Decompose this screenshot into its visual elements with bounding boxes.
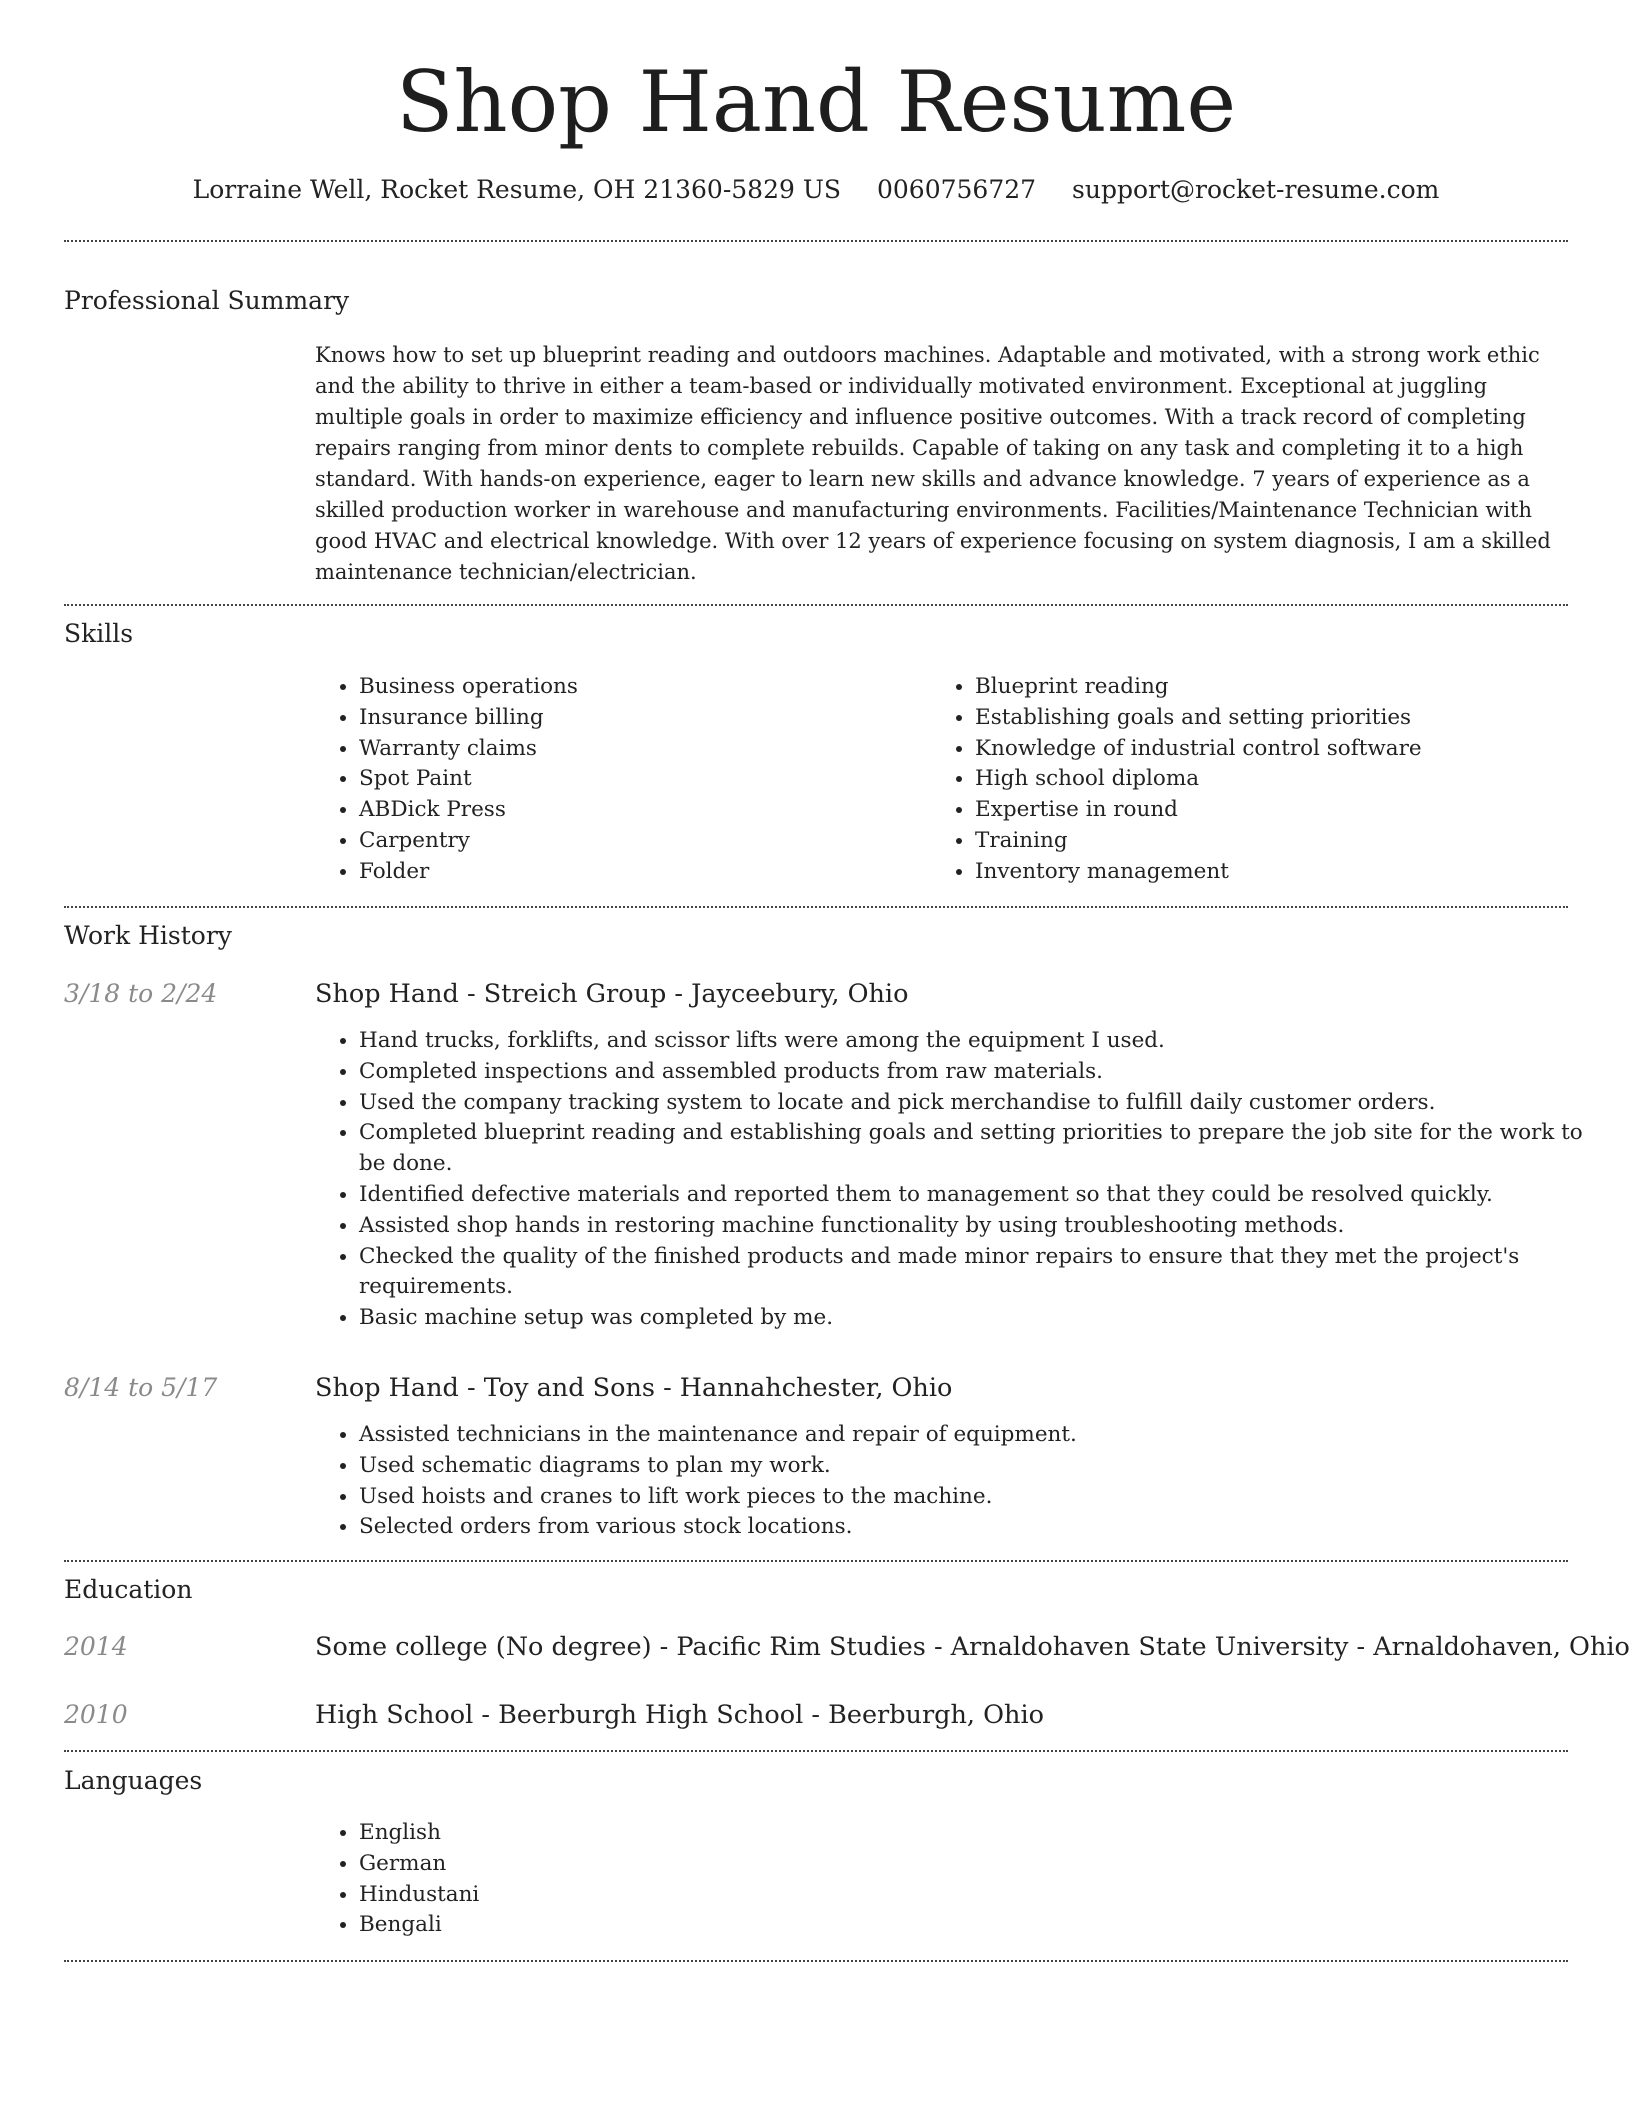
skills-list-left: [315, 672, 919, 888]
skill-item: • High school diploma: [975, 764, 1575, 795]
section-title-skills: Skills: [64, 619, 134, 648]
job-bullet: • Used hoists and cranes to lift work pieces to the machine.: [359, 1482, 1609, 1513]
skills-list-right: [931, 672, 1575, 888]
language-item: • Hindustani: [359, 1880, 959, 1911]
section-title-languages: Languages: [64, 1766, 203, 1795]
education-entry: High School - Beerburgh High School - Beerburgh, Ohio: [315, 1700, 1044, 1730]
job-bullets: [315, 1026, 1609, 1334]
language-item: • Bengali: [359, 1910, 959, 1941]
education-year: 2010: [64, 1700, 128, 1729]
skill-item: • Expertise in round: [975, 795, 1575, 826]
section-title-education: Education: [64, 1575, 193, 1604]
job-bullet: • Completed inspections and assembled products from raw materials.: [359, 1057, 1609, 1088]
job-bullet: • Used schematic diagrams to plan my work.: [359, 1451, 1609, 1482]
skill-item: • Blueprint reading: [975, 672, 1575, 703]
skill-item: • Carpentry: [359, 826, 919, 857]
job-title: Shop Hand - Streich Group - Jayceebury, Ohio: [315, 979, 909, 1009]
skill-item: • Folder: [359, 857, 919, 888]
job-dates: 8/14 to 5/17: [64, 1373, 218, 1402]
divider: [64, 906, 1568, 908]
section-title-work: Work History: [64, 921, 232, 950]
job-bullet: • Selected orders from various stock locations.: [359, 1512, 1609, 1543]
contact-phone: 0060756727: [877, 175, 1037, 204]
divider: [64, 240, 1568, 242]
contact-email: support@rocket-resume.com: [1072, 175, 1440, 204]
contact-line: [0, 170, 1632, 210]
job-bullet: • Checked the quality of the finished products and made minor repairs to ensure that they met the project's requirements.: [359, 1242, 1609, 1304]
language-item: • German: [359, 1849, 959, 1880]
job-title: Shop Hand - Toy and Sons - Hannahchester, Ohio: [315, 1373, 953, 1403]
job-dates: 3/18 to 2/24: [64, 979, 218, 1008]
job-bullet: • Assisted technicians in the maintenance and repair of equipment.: [359, 1420, 1609, 1451]
divider: [64, 1560, 1568, 1562]
divider: [64, 604, 1568, 606]
contact-address: Lorraine Well, Rocket Resume, OH 21360-5829 US: [192, 175, 842, 204]
skill-item: • Establishing goals and setting priorities: [975, 703, 1575, 734]
education-year: 2014: [64, 1632, 128, 1661]
language-item: • English: [359, 1818, 959, 1849]
skill-item: • Warranty claims: [359, 734, 919, 765]
divider: [64, 1750, 1568, 1752]
job-bullet: • Hand trucks, forklifts, and scissor lifts were among the equipment I used.: [359, 1026, 1609, 1057]
education-entry: Some college (No degree) - Pacific Rim Studies - Arnaldohaven State University - Arnaldohaven, Ohio: [315, 1632, 1630, 1662]
skill-item: • Spot Paint: [359, 764, 919, 795]
job-bullets: [315, 1420, 1609, 1543]
summary-text: Knows how to set up blueprint reading and outdoors machines. Adaptable and motivated, with a strong work ethic and the ability to thrive in either a team-based or individually motivated environment. Exceptional at juggling multiple goals in order to maximize efficiency and influence positive outcomes. With a track record of completing repairs ranging from minor dents to complete rebuilds. Capable of taking on any task and completing it to a high standard. With hands-on experience, eager to learn new skills and advance knowledge. 7 years of experience as a skilled production worker in warehouse and manufacturing environments. Facilities/Maintenance Technician with good HVAC and electrical knowledge. With over 12 years of experience focusing on system diagnosis, I am a skilled maintenance technician/electrician.: [315, 343, 1551, 584]
job-bullet: • Basic machine setup was completed by me.: [359, 1303, 1609, 1334]
job-bullet: • Identified defective materials and reported them to management so that they could be resolved quickly.: [359, 1180, 1609, 1211]
skill-item: • Knowledge of industrial control software: [975, 734, 1575, 765]
resume-title: Shop Hand Resume: [395, 53, 1237, 151]
skill-item: • Inventory management: [975, 857, 1575, 888]
languages-list: [315, 1818, 959, 1941]
job-bullet: • Assisted shop hands in restoring machine functionality by using troubleshooting methods.: [359, 1211, 1609, 1242]
job-bullet: • Used the company tracking system to locate and pick merchandise to fulfill daily customer orders.: [359, 1088, 1609, 1119]
divider: [64, 1960, 1568, 1962]
skill-item: • Business operations: [359, 672, 919, 703]
skill-item: • ABDick Press: [359, 795, 919, 826]
skill-item: • Training: [975, 826, 1575, 857]
skill-item: • Insurance billing: [359, 703, 919, 734]
job-bullet: • Completed blueprint reading and establishing goals and setting priorities to prepare the job site for the work to be done.: [359, 1118, 1609, 1180]
section-title-summary: Professional Summary: [64, 286, 350, 315]
